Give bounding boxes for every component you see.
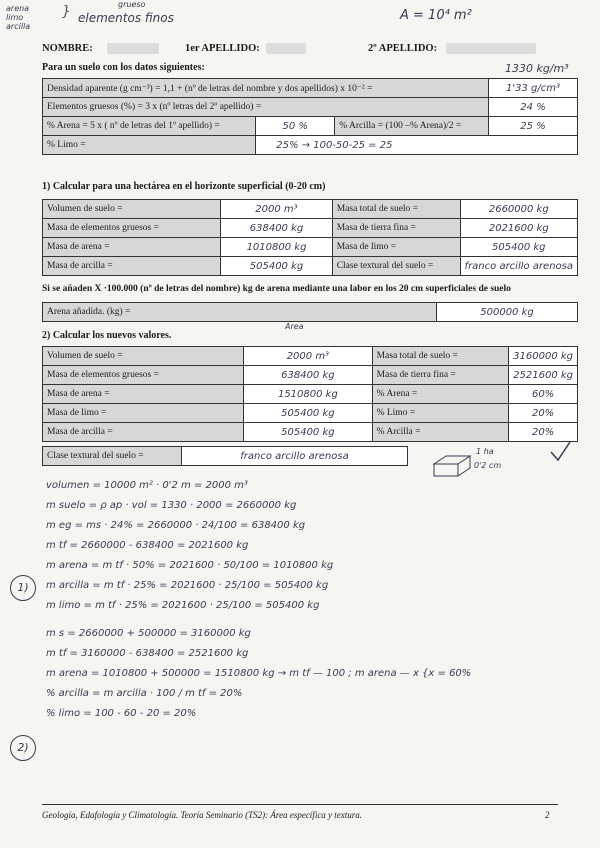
apellido2-redacted — [446, 43, 536, 54]
arena-label: % Arena = 5 x ( nº de letras del 1º apellido) = — [43, 117, 256, 136]
intro-table — [42, 78, 578, 155]
sketch-label2: 0'2 cm — [474, 461, 502, 470]
cell-label: % Limo = — [372, 404, 509, 423]
cell-label: Masa de arena = — [43, 238, 221, 257]
cell-label: Masa de arcilla = — [43, 257, 221, 276]
circle-2: 2) — [10, 735, 36, 761]
cell-label: Masa de elementos gruesos = — [43, 366, 244, 385]
working-line: m suelo = ρ ap · vol = 1330 · 2000 = 2660000 kg — [46, 500, 297, 511]
working-line: m eg = ms · 24% = 2660000 · 24/100 = 638400 kg — [46, 520, 306, 531]
cell-value: 2000 m³ — [221, 200, 332, 219]
table-row — [43, 347, 578, 366]
check-icon — [548, 440, 572, 464]
cell-label: Volumen de suelo = — [43, 200, 221, 219]
working-line: % limo = 100 - 60 - 20 = 20% — [46, 708, 197, 719]
apellido1-redacted — [266, 43, 306, 54]
working-line: m tf = 2660000 - 638400 = 2021600 kg — [46, 540, 249, 551]
cell-value: 2021600 kg — [460, 219, 577, 238]
intro-title: Para un suelo con los datos siguientes: — [42, 62, 205, 73]
cell-label: Masa de limo = — [332, 238, 460, 257]
nombre-redacted — [107, 43, 159, 54]
density-label: Densidad aparente (g cm⁻³) = 1,1 + (nº de letras del nombre y dos apellidos) x 10⁻² = — [43, 79, 489, 98]
cell-value: 1010800 kg — [221, 238, 332, 257]
cell-value: 505400 kg — [244, 404, 372, 423]
table-row — [43, 257, 578, 276]
limo-label: % Limo = — [43, 136, 256, 155]
density-annotation: 1330 kg/m³ — [505, 62, 569, 75]
note-arena: arena — [6, 4, 30, 13]
cell-label: Masa de limo = — [43, 404, 244, 423]
header-row — [42, 43, 159, 54]
apellido2 — [368, 43, 536, 54]
cell-label: Clase textural del suelo = — [332, 257, 460, 276]
added-mark: Area — [285, 322, 304, 331]
added-text: Si se añaden X ·100.000 (nº de letras del nombre) kg de arena mediante una labor en los 20 cm superficiales de suelo — [42, 284, 511, 294]
cell-value: 20% — [509, 423, 578, 442]
added-table — [42, 302, 578, 322]
textural-value: franco arcillo arenosa — [182, 447, 408, 466]
table-row — [43, 117, 578, 136]
cell-label: Masa de tierra fina = — [332, 219, 460, 238]
table-row — [43, 447, 408, 466]
cell-value: 505400 kg — [460, 238, 577, 257]
table-row — [43, 219, 578, 238]
cell-value: franco arcillo arenosa — [460, 257, 577, 276]
table-row — [43, 303, 578, 322]
gruesos-label: Elementos gruesos (%) = 3 x (nº letras del 2º apellido) = — [43, 98, 489, 117]
table-row — [43, 404, 578, 423]
cell-value: 2000 m³ — [244, 347, 372, 366]
cell-value: 2660000 kg — [460, 200, 577, 219]
working-line: m limo = m tf · 25% = 2021600 · 25/100 = 505400 kg — [46, 600, 320, 611]
table-row — [43, 238, 578, 257]
arena-value: 50 % — [256, 117, 335, 136]
gruesos-value: 24 % — [489, 98, 578, 117]
section2-title: 2) Calcular los nuevos valores. — [42, 330, 172, 341]
page-number: 2 — [545, 810, 550, 820]
footer-rule — [42, 804, 558, 805]
table-row — [43, 366, 578, 385]
table-row — [43, 136, 578, 155]
cell-value: 505400 kg — [244, 423, 372, 442]
cell-value: 2521600 kg — [509, 366, 578, 385]
handwritten-workings — [46, 476, 576, 724]
footer-text: Geología, Edafología y Climatología. Teoría Seminario (TS2): Área específica y textura. — [42, 810, 363, 820]
textural-label: Clase textural del suelo = — [43, 447, 182, 466]
arcilla-label: % Arcilla = (100 –% Arena)/2 = — [335, 117, 489, 136]
arcilla-value: 25 % — [489, 117, 578, 136]
cell-value: 505400 kg — [221, 257, 332, 276]
textural-table — [42, 446, 408, 466]
working-line: m arena = 1010800 + 500000 = 1510800 kg → m tf — 100 ; m arena — x {x = 60% — [46, 668, 472, 679]
top-left-notes — [6, 4, 30, 31]
working-line: m arena = m tf · 50% = 2021600 · 50/100 = 1010800 kg — [46, 560, 334, 571]
table-row — [43, 385, 578, 404]
apellido2-label: 2º APELLIDO: — [368, 43, 438, 54]
cell-label: Masa total de suelo = — [372, 347, 509, 366]
table-row — [43, 98, 578, 117]
apellido1-label: 1er APELLIDO: — [185, 43, 260, 54]
note-grueso: grueso — [118, 0, 146, 9]
note-limo: limo — [6, 13, 24, 22]
apellido1 — [185, 43, 306, 54]
working-line: m arcilla = m tf · 25% = 2021600 · 25/100 = 505400 kg — [46, 580, 329, 591]
section1-table — [42, 199, 578, 276]
added-label: Arena añadida. (kg) = — [43, 303, 437, 322]
section1-title: 1) Calcular para una hectárea en el horizonte superficial (0-20 cm) — [42, 181, 326, 192]
working-line: volumen = 10000 m² · 0'2 m = 2000 m³ — [46, 480, 248, 491]
cell-value: 3160000 kg — [509, 347, 578, 366]
cell-label: Masa de arena = — [43, 385, 244, 404]
brace: } — [62, 4, 71, 20]
table-row — [43, 200, 578, 219]
note-elementos-finos: elementos finos — [78, 11, 174, 25]
section2-table — [42, 346, 578, 442]
working-line: m tf = 3160000 - 638400 = 2521600 kg — [46, 648, 249, 659]
density-value: 1'33 g/cm³ — [489, 79, 578, 98]
circle-1: 1) — [10, 575, 36, 601]
sketch-label1: 1 ha — [476, 447, 494, 456]
working-line: % arcilla = m arcilla · 100 / m tf = 20% — [46, 688, 243, 699]
added-value: 500000 kg — [437, 303, 578, 322]
nombre-label: NOMBRE: — [42, 43, 93, 54]
note-arcilla: arcilla — [6, 22, 31, 31]
cell-label: % Arcilla = — [372, 423, 509, 442]
cell-value: 638400 kg — [221, 219, 332, 238]
cell-value: 60% — [509, 385, 578, 404]
cell-label: Masa total de suelo = — [332, 200, 460, 219]
cell-value: 20% — [509, 404, 578, 423]
table-row — [43, 79, 578, 98]
note-area: A = 10⁴ m² — [400, 8, 472, 23]
cell-label: Masa de elementos gruesos = — [43, 219, 221, 238]
cell-value: 638400 kg — [244, 366, 372, 385]
cell-label: Masa de tierra fina = — [372, 366, 509, 385]
cell-label: Masa de arcilla = — [43, 423, 244, 442]
cell-label: % Arena = — [372, 385, 509, 404]
limo-value: 25% → 100-50-25 = 25 — [256, 136, 578, 155]
table-row — [43, 423, 578, 442]
cell-label: Volumen de suelo = — [43, 347, 244, 366]
working-line: m s = 2660000 + 500000 = 3160000 kg — [46, 628, 251, 639]
cell-value: 1510800 kg — [244, 385, 372, 404]
